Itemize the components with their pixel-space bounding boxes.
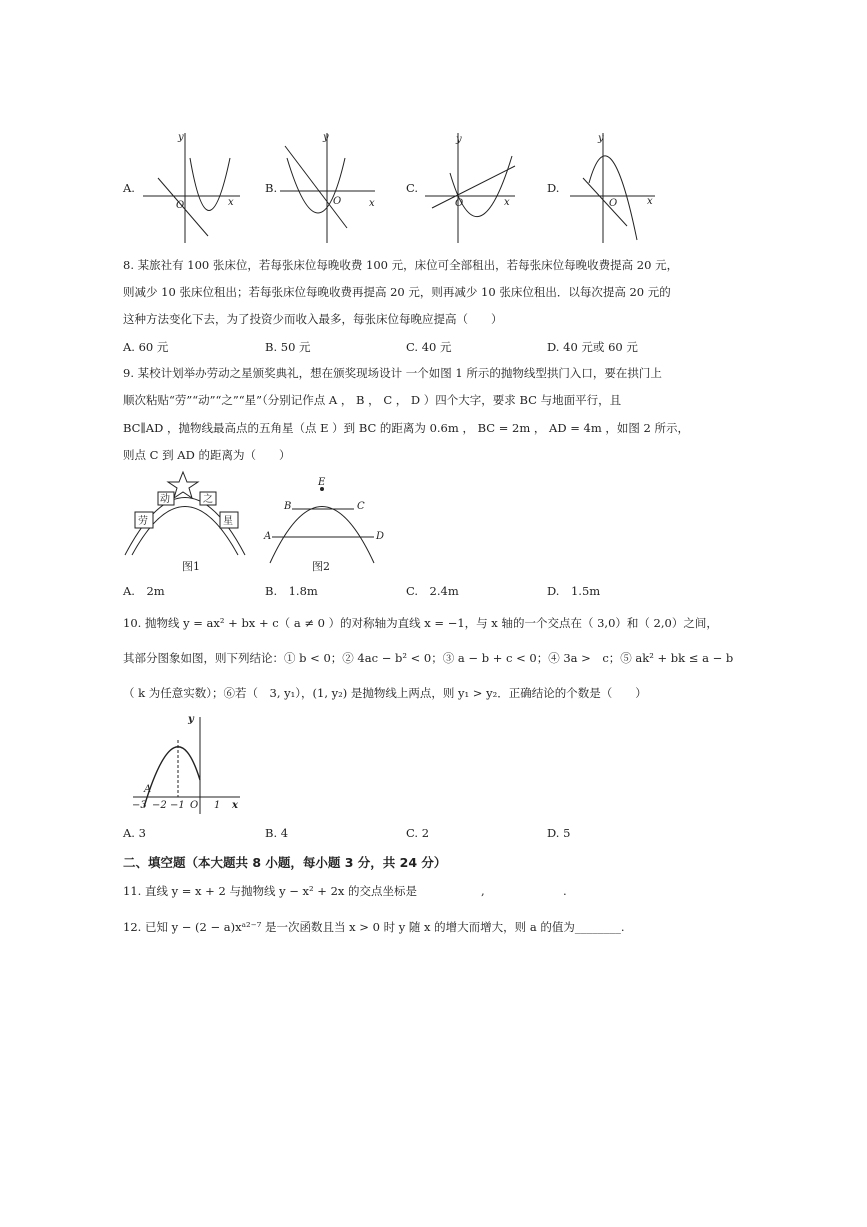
q10-option-d[interactable]: D. 5 <box>547 826 571 840</box>
q9-figure-2-caption: 图2 <box>312 560 330 573</box>
q10-tick-1: 1 <box>214 800 221 811</box>
q7-graph-b <box>275 128 385 248</box>
q7-a-y-label: y <box>178 132 184 143</box>
q7-b-x-label: x <box>369 198 375 209</box>
q7-d-origin: O <box>609 198 618 209</box>
q7-option-c-label: C. <box>406 181 419 195</box>
fig1-char-zhi: 之 <box>203 494 213 505</box>
q8-line-3: 这种方法变化下去，为了投资少而收入最多，每张床位每晚应提高（ ） <box>123 312 503 326</box>
fig1-char-lao: 劳 <box>138 516 148 527</box>
q10-tick-minus3: −3 <box>132 800 147 811</box>
q7-c-y-label: y <box>456 134 462 145</box>
fig2-point-e: E <box>318 477 326 488</box>
q10-tick-minus2: −2 <box>152 800 167 811</box>
q8-option-d[interactable]: D. 40 元或 60 元 <box>547 340 638 354</box>
q8-option-a[interactable]: A. 60 元 <box>123 340 169 354</box>
q9-figure-2 <box>262 475 387 565</box>
q7-d-y-label: y <box>598 133 604 144</box>
q9-line-3: BC∥AD ，抛物线最高点的五角星（点 E ）到 BC 的距离为 0.6m ， BC = 2m ， AD = 4m ，如图 2 所示， <box>123 421 690 435</box>
q7-option-a-label: A. <box>123 181 135 195</box>
q9-line-4: 则点 C 到 AD 的距离为（ ） <box>123 448 291 462</box>
q10-option-c[interactable]: C. 2 <box>406 826 430 840</box>
q10-line-2: 其部分图象如图，则下列结论：① b < 0；② 4ac − b² < 0；③ a − b + c < 0；④ 3a > c；⑤ ak² + bk ≤ a − b <box>123 651 734 665</box>
q10-line-3: （ k 为任意实数）；⑥若（ 3, y₁），(1, y₂) 是抛物线上两点，则 y₁ > y₂．正确结论的个数是（ ） <box>123 686 647 700</box>
q7-graph-a <box>138 128 248 248</box>
q11-comma: , <box>481 884 485 898</box>
q7-a-origin: O <box>176 200 185 211</box>
fig1-char-xing: 星 <box>223 516 233 527</box>
q10-y-label: y <box>188 714 194 725</box>
q11-text: 11. 直线 y = x + 2 与抛物线 y − x² + 2x 的交点坐标是 <box>123 884 418 898</box>
q7-option-d-label: D. <box>547 181 560 195</box>
q7-b-origin: O <box>333 196 342 207</box>
q10-origin: O <box>190 800 199 811</box>
q10-tick-minus1: −1 <box>170 800 185 811</box>
q10-line-1: 10. 抛物线 y = ax² + bx + c（ a ≠ 0 ）的对称轴为直线 x = −1，与 x 轴的一个交点在（ 3,0）和（ 2,0）之间， <box>123 616 718 630</box>
q8-line-2: 则减少 10 张床位租出；若每张床位每晚收费再提高 20 元，则再减少 10 张床位租出．以每次提高 20 元的 <box>123 285 671 299</box>
fig2-point-a: A <box>264 531 272 542</box>
q12-text: 12. 已知 y − (2 − a)xᵃ²⁻⁷ 是一次函数且当 x > 0 时 y 随 x 的增大而增大，则 a 的值为________. <box>123 920 625 934</box>
fig1-char-dong: 动 <box>160 494 170 505</box>
section-2-heading: 二、填空题（本大题共 8 小题，每小题 3 分，共 24 分） <box>123 855 447 870</box>
fig2-point-b: B <box>284 501 292 512</box>
q9-option-d[interactable]: D. 1.5m <box>547 584 601 598</box>
q9-option-a[interactable]: A. 2m <box>123 584 165 598</box>
q10-graph <box>128 712 248 817</box>
q9-option-b[interactable]: B. 1.8m <box>265 584 318 598</box>
q9-option-c[interactable]: C. 2.4m <box>406 584 459 598</box>
q10-option-a[interactable]: A. 3 <box>123 826 146 840</box>
q9-figure-1-caption: 图1 <box>182 560 200 573</box>
q9-line-2: 顺次粘贴“劳”“动”“之”“星”（分别记作点 A ， B ， C ， D ）四个大字，要求 BC 与地面平行，且 <box>123 393 622 407</box>
q7-d-x-label: x <box>647 196 653 207</box>
q8-option-b[interactable]: B. 50 元 <box>265 340 311 354</box>
q8-option-c[interactable]: C. 40 元 <box>406 340 452 354</box>
q11-period: . <box>563 884 567 898</box>
q7-graph-d <box>565 128 665 248</box>
q7-c-x-label: x <box>504 197 510 208</box>
q9-line-1: 9. 某校计划举办劳动之星颁奖典礼，想在颁奖现场设计 一个如图 1 所示的抛物线型拱门入口，要在拱门上 <box>123 366 662 380</box>
q10-x-label: x <box>232 800 238 811</box>
q7-b-y-label: y <box>323 132 329 143</box>
q10-option-b[interactable]: B. 4 <box>265 826 289 840</box>
q7-a-x-label: x <box>228 197 234 208</box>
q7-option-b-label: B. <box>265 181 278 195</box>
q7-graph-c <box>420 128 530 248</box>
fig2-point-d: D <box>376 531 385 542</box>
q7-c-origin: O <box>455 198 464 209</box>
q8-line-1: 8. 某旅社有 100 张床位，若每张床位每晚收费 100 元，床位可全部租出，若每张床位每晚收费提高 20 元， <box>123 258 679 272</box>
q10-point-a: A <box>144 784 152 795</box>
q9-figure-1 <box>120 470 255 565</box>
fig2-point-c: C <box>357 501 365 512</box>
